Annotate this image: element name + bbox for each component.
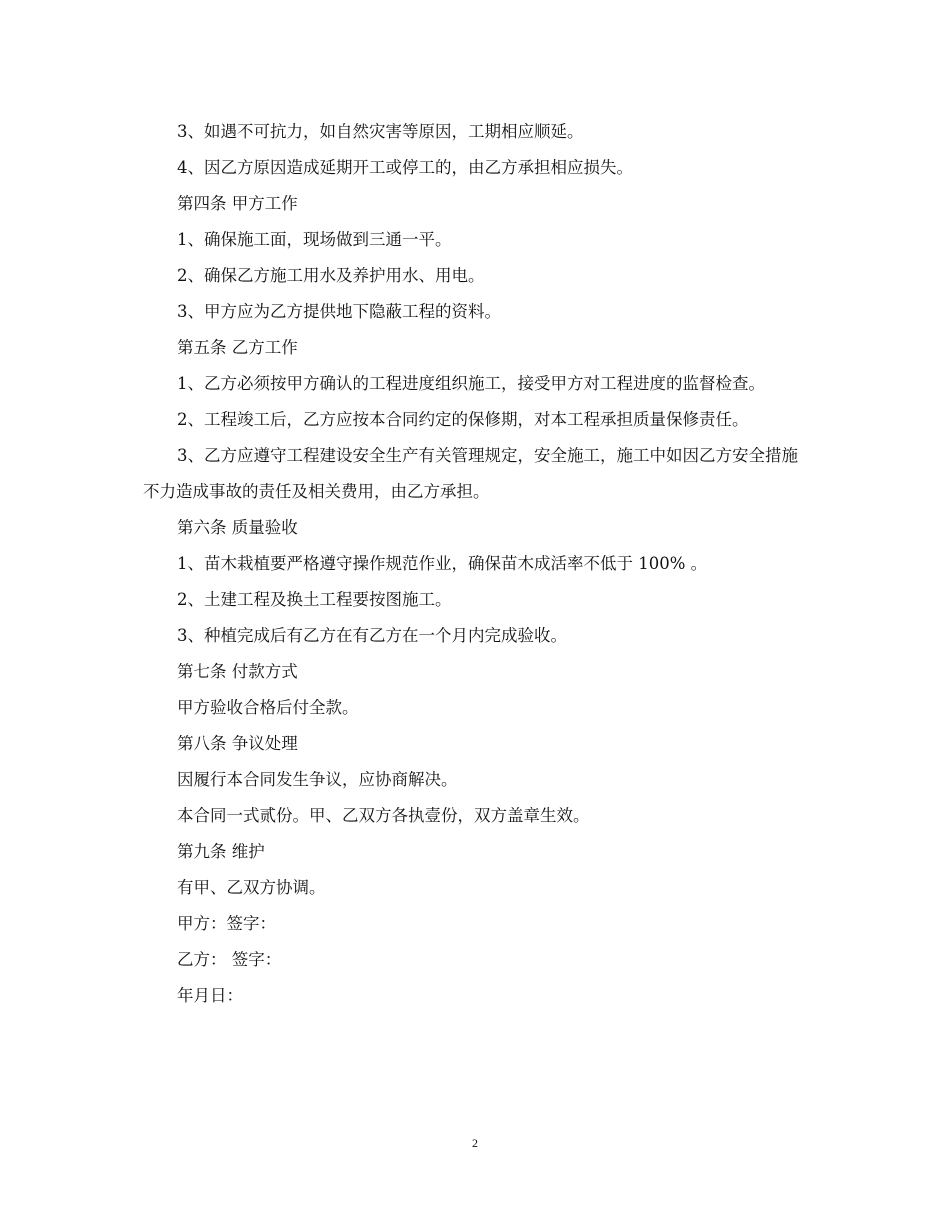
paragraph: 2、土建工程及换土工程要按图施工。 [177, 590, 452, 609]
paragraph: 甲方验收合格后付全款。 [177, 698, 359, 717]
paragraph: 3、乙方应遵守工程建设安全生产有关管理规定，安全施工，施工中如因乙方安全措施不力造成事故的责任及相关费用，由乙方承担。 [143, 446, 798, 501]
paragraph: 3、种植完成后有乙方在有乙方在一个月内完成验收。 [177, 626, 567, 645]
section-heading: 第七条 付款方式 [177, 662, 298, 681]
paragraph: 本合同一式贰份。甲、乙双方各执壹份，双方盖章生效。 [177, 806, 590, 825]
page-number: 2 [472, 1136, 478, 1150]
paragraph: 1、苗木栽植要严格遵守操作规范作业，确保苗木成活率不低于 100% 。 [177, 554, 708, 573]
paragraph: 3、甲方应为乙方提供地下隐蔽工程的资料。 [177, 302, 501, 321]
signature-line-party-a: 甲方：签字： [177, 914, 276, 933]
paragraph: 有甲、乙双方协调。 [177, 878, 326, 897]
paragraph: 2、确保乙方施工用水及养护用水、用电。 [177, 266, 485, 285]
paragraph: 2、工程竣工后，乙方应按本合同约定的保修期，对本工程承担质量保修责任。 [177, 410, 749, 429]
section-heading: 第六条 质量验收 [177, 518, 298, 537]
section-heading: 第五条 乙方工作 [177, 338, 298, 357]
section-heading: 第四条 甲方工作 [177, 194, 298, 213]
paragraph: 3、如遇不可抗力，如自然灾害等原因，工期相应顺延。 [177, 122, 584, 141]
paragraph: 1、确保施工面，现场做到三通一平。 [177, 230, 452, 249]
section-heading: 第九条 维护 [177, 842, 265, 861]
date-line: 年月日： [177, 986, 243, 1005]
signature-line-party-b: 乙方： 签字： [177, 950, 282, 969]
section-heading: 第八条 争议处理 [177, 734, 298, 753]
paragraph: 4、因乙方原因造成延期开工或停工的，由乙方承担相应损失。 [177, 158, 633, 177]
paragraph: 因履行本合同发生争议，应协商解决。 [177, 770, 458, 789]
paragraph: 1、乙方必须按甲方确认的工程进度组织施工，接受甲方对工程进度的监督检查。 [177, 374, 765, 393]
document-body [143, 114, 808, 1014]
